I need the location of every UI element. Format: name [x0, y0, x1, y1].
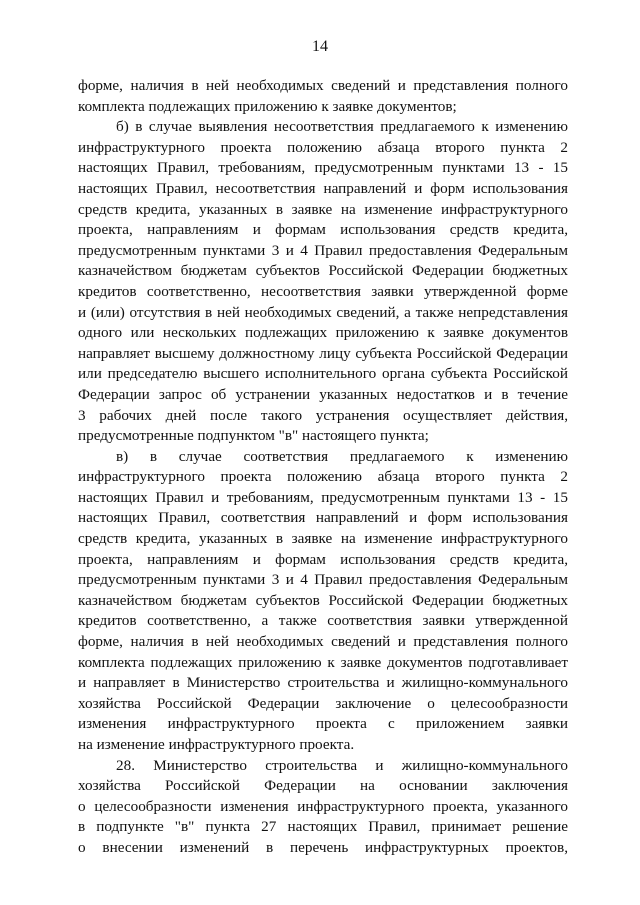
text-line: форме, наличия в ней необходимых сведений и представления полного	[78, 633, 568, 651]
text-line: инфраструктурного проекта положению абзаца второго пункта 2	[78, 468, 568, 486]
text-line: изменения инфраструктурного проекта с приложением заявки	[78, 715, 568, 733]
text-line: проекта, направлениям и формам использования средств кредита,	[78, 221, 568, 239]
text-line: инфраструктурного проекта положению абзаца второго пункта 2	[78, 138, 568, 156]
text-line: б) в случае выявления несоответствия предлагаемого к изменению	[116, 118, 568, 136]
text-line: средств кредита, указанных в заявке на изменение инфраструктурного	[78, 200, 568, 218]
text-line: настоящих Правил, соответствия направлений и форм использования	[78, 509, 568, 527]
text-line: настоящих Правил и требованиям, предусмотренным пунктами 13 - 15	[78, 488, 568, 506]
text-line: Федерации запрос об устранении указанных недостатков и в течение	[78, 385, 568, 403]
text-line: о целесообразности изменения инфраструктурного проекта, указанного	[78, 797, 568, 815]
text-line: о внесении изменений в перечень инфраструктурных проектов,	[78, 838, 568, 856]
text-line: или председателю высшего исполнительного органа субъекта Российской	[78, 365, 568, 383]
text-line: предусмотренным пунктами 3 и 4 Правил предоставления Федеральным	[78, 571, 568, 589]
text-line: кредитов соответственно, несоответствия заявки утвержденной форме	[78, 282, 568, 300]
text-line: в) в случае соответствия предлагаемого к изменению	[116, 447, 568, 465]
text-line: 28. Министерство строительства и жилищно-коммунального	[116, 756, 568, 774]
document-body-text	[78, 76, 568, 859]
text-line: хозяйства Российской Федерации на основании заключения	[78, 777, 568, 795]
text-line: одного или нескольких подлежащих приложению к заявке документов	[78, 324, 568, 342]
text-line: 3 рабочих дней после такого устранения осуществляет действия,	[78, 406, 568, 424]
text-line: казначейством бюджетам субъектов Российской Федерации бюджетных	[78, 591, 568, 609]
text-line: предусмотренным пунктами 3 и 4 Правил предоставления Федеральным	[78, 241, 568, 259]
page-number: 14	[312, 38, 328, 55]
text-line: настоящих Правил, несоответствия направлений и форм использования	[78, 179, 568, 197]
text-line: комплекта подлежащих приложению к заявке документов подготавливает	[78, 653, 568, 671]
text-line: настоящих Правил, требованиям, предусмотренным пунктами 13 - 15	[78, 159, 568, 177]
text-line: и направляет в Министерство строительства и жилищно-коммунального	[78, 674, 568, 692]
text-line: кредитов соответственно, а также соответствия заявки утвержденной	[78, 612, 568, 630]
text-line: хозяйства Российской Федерации заключение о целесообразности	[78, 694, 568, 712]
text-line: комплекта подлежащих приложению к заявке документов;	[78, 97, 457, 115]
text-line: проекта, направлениям и формам использования средств кредита,	[78, 550, 568, 568]
text-line: на изменение инфраструктурного проекта.	[78, 736, 355, 753]
text-line: средств кредита, указанных в заявке на изменение инфраструктурного	[78, 530, 568, 548]
text-line: предусмотренные подпунктом "в" настоящего пункта;	[78, 427, 429, 445]
text-line: казначейством бюджетам субъектов Российской Федерации бюджетных	[78, 262, 568, 280]
text-line: направляет высшему должностному лицу субъекта Российской Федерации	[78, 344, 568, 362]
text-line: и (или) отсутствия в ней необходимых сведений, а также непредставления	[78, 303, 568, 321]
text-line: в подпункте "в" пункта 27 настоящих Правил, принимает решение	[78, 818, 568, 836]
text-line: форме, наличия в ней необходимых сведений и представления полного	[78, 77, 568, 94]
